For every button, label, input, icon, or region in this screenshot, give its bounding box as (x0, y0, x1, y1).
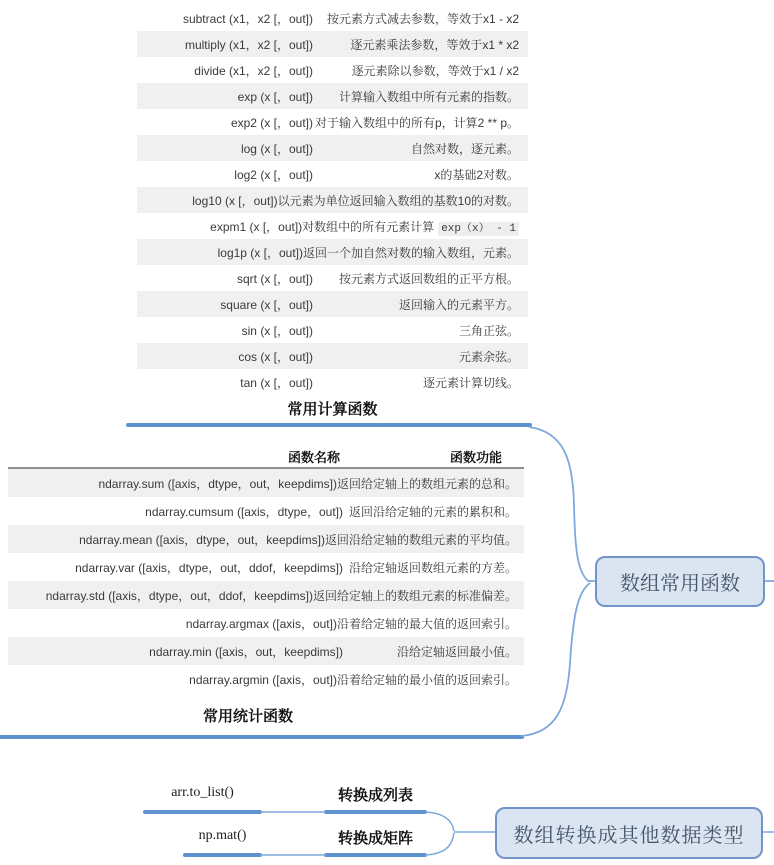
stat-table-header-func: 函数功能 (449, 450, 502, 465)
function-name-cell: tan (x [，out]) (240, 375, 313, 390)
table-row (8, 637, 524, 665)
stat-to-node-curve (521, 583, 590, 736)
table-row (137, 57, 528, 83)
mat-to-node-curve (425, 833, 454, 855)
function-desc-cell: 计算输入数组中所有元素的指数。 (338, 89, 519, 104)
function-desc-cell: 返回给定轴上的数组元素的总和。 (336, 476, 517, 491)
function-desc-cell: 返回一个加自然对数的输入数组，元素。 (302, 245, 519, 260)
main-topic-node[interactable]: 数组常用函数 (595, 556, 765, 607)
calc-functions-table (137, 5, 528, 395)
table-row (137, 317, 528, 343)
function-desc-cell: 以元素为单位返回输入数组的基数10的对数。 (277, 193, 519, 208)
stat-table-header-row (8, 446, 524, 469)
table-row (137, 109, 528, 135)
table-row (137, 213, 528, 239)
table-row (137, 31, 528, 57)
topic-mat-code[interactable]: np.mat() (198, 828, 247, 843)
table-row (137, 265, 528, 291)
function-name-cell: log (x [，out]) (240, 141, 313, 156)
function-name-cell: log1p (x [，out]) (217, 245, 303, 260)
function-name-cell: ndarray.argmin ([axis，out]) (189, 672, 337, 687)
function-name-cell: subtract (x1，x2 [，out]) (182, 11, 313, 26)
function-name-cell: ndarray.sum ([axis，dtype，out，keepdims]) (98, 476, 337, 491)
function-name-cell: ndarray.mean ([axis，dtype，out，keepdims]) (79, 532, 325, 547)
function-name-cell: ndarray.argmax ([axis，out]) (185, 616, 337, 631)
stat-table-header-name: 函数名称 (287, 450, 340, 465)
function-desc-cell: 三角正弦。 (458, 323, 519, 338)
table-row (137, 343, 528, 369)
table-row (8, 665, 524, 693)
function-desc-cell: 对于输入数组中的所有p，计算2 ** p。 (314, 115, 519, 130)
topic-mat-label[interactable]: 转换成矩阵 (337, 830, 413, 847)
stat-functions-table (8, 446, 524, 693)
tolist-to-node-curve (425, 812, 454, 831)
table-row (8, 553, 524, 581)
function-name-cell: exp (x [，out]) (237, 89, 313, 104)
stat-functions-rows (8, 469, 524, 693)
topic-tolist-code[interactable]: arr.to_list() (171, 785, 234, 800)
table-row (8, 469, 524, 497)
function-desc-cell: 沿给定轴返回最小值。 (396, 644, 517, 659)
function-name-cell: exp2 (x [，out]) (230, 115, 313, 130)
table-row (137, 5, 528, 31)
calc-to-node-curve (529, 427, 596, 581)
table-row (8, 525, 524, 553)
function-name-cell: multiply (x1，x2 [，out]) (184, 37, 313, 52)
function-desc-cell: 按元素方式返回数组的正平方根。 (338, 271, 519, 286)
function-desc-cell: 沿着给定轴的最大值的返回索引。 (336, 616, 517, 631)
function-desc-cell: 元素余弦。 (458, 349, 519, 364)
topic-stat-functions[interactable]: 常用统计函数 (202, 708, 293, 725)
function-desc-cell: x的基础2对数。 (434, 167, 519, 182)
function-name-cell: sin (x [，out]) (241, 323, 313, 338)
function-name-cell: ndarray.std ([axis，dtype，out，ddof，keepdims]) (45, 588, 313, 603)
function-name-cell: log10 (x [，out]) (192, 193, 278, 208)
function-name-cell: log2 (x [，out]) (234, 167, 313, 182)
function-desc-cell: 返回给定轴上的数组元素的标准偏差。 (312, 588, 517, 603)
table-row (137, 135, 528, 161)
table-row (137, 83, 528, 109)
function-desc-cell: 逐元素除以参数，等效于x1 / x2 (351, 63, 519, 78)
function-name-cell: ndarray.min ([axis，out，keepdims]) (149, 644, 343, 659)
function-name-cell: divide (x1，x2 [，out]) (194, 63, 313, 78)
calc-functions-rows (137, 5, 528, 395)
table-row (137, 291, 528, 317)
table-row (8, 609, 524, 637)
function-name-cell: sqrt (x [，out]) (236, 271, 313, 286)
function-name-cell: square (x [，out]) (220, 297, 313, 312)
table-row (8, 497, 524, 525)
table-row (137, 187, 528, 213)
function-name-cell: cos (x [，out]) (238, 349, 313, 364)
table-row (137, 161, 528, 187)
table-row (137, 369, 528, 395)
convert-topic-node[interactable]: 数组转换成其他数据类型 (495, 807, 763, 859)
topic-tolist-label[interactable]: 转换成列表 (337, 787, 413, 804)
function-name-cell: ndarray.var ([axis，dtype，out，ddof，keepdims]) (75, 560, 343, 575)
function-desc-cell: 沿着给定轴的最小值的返回索引。 (336, 672, 517, 687)
table-row (137, 239, 528, 265)
topic-calc-functions[interactable]: 常用计算函数 (287, 401, 378, 418)
function-desc-cell: 逐元素计算切线。 (422, 375, 519, 390)
function-name-cell: ndarray.cumsum ([axis，dtype，out]) (145, 504, 343, 519)
function-name-cell: expm1 (x [，out]) (210, 219, 303, 234)
table-row (8, 581, 524, 609)
function-desc-cell: 返回沿给定轴的元素的累积和。 (348, 504, 517, 519)
inline-code: exp（x） - 1 (438, 222, 519, 236)
function-desc-cell: 自然对数，逐元素。 (410, 141, 519, 156)
function-desc-cell: 对数组中的所有元素计算 exp（x） - 1 (302, 218, 528, 235)
function-desc-cell: 按元素方式减去参数，等效于x1 - x2 (326, 11, 519, 26)
function-desc-cell: 返回输入的元素平方。 (398, 297, 519, 312)
function-desc-cell: 沿给定轴返回数组元素的方差。 (348, 560, 517, 575)
function-desc-cell: 逐元素乘法参数，等效于x1 * x2 (350, 37, 519, 52)
function-desc-cell: 返回沿给定轴的数组元素的平均值。 (324, 532, 517, 547)
